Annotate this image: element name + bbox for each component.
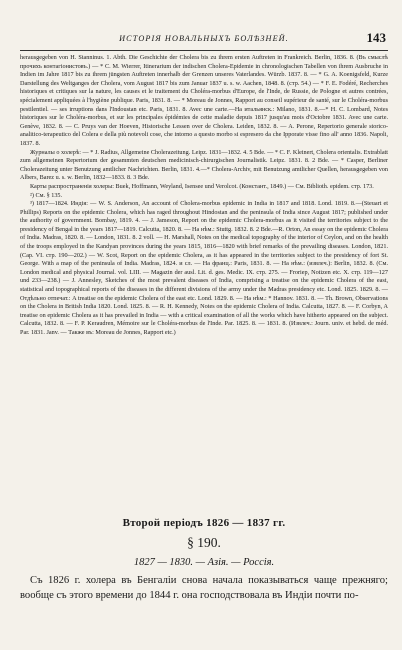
section-title: Второй періодъ 1826 — 1837 гг. [122, 517, 286, 529]
footnote-paragraph: Журналы о холерѣ: — * J. Radius, Allgemeine Cholerazeitung. Leipz. 1831—1832. 4. 5 Bde. — * C. F. Kleinert, Cholera orientalis. Extrablatt zum allgemeinen Repertorium der gesammten deutschen medicinisch-chirurgischen Journalistik. Leipz. 1831. 8. 2 Bde. — * Casper, Berliner Cholerazeitung unter Benutzung amtlicher Nachrichten. Berlin, 1831. 4.—* Cholera-Archiv, mit Benutzung amtlicher Quellen, herausgegeben von Albers, Barez u. s. w. Berlin, 1832—1833. 8. 3 Bde. [20, 148, 388, 182]
section-subtitle: 1827 — 1830. — Азія. — Россія. [133, 557, 275, 568]
body-paragraph: Съ 1826 г. холера въ Бенгаліи снова начала показываться чаще прежняго; вообще съ этого времени до 1844 г. она господствовала въ Индіи почти по- [20, 575, 388, 601]
page-header [20, 30, 388, 51]
page-number: 143 [366, 30, 386, 45]
footnote-paragraph: ²) См. § 135. [30, 191, 63, 199]
footnotes-block [20, 54, 388, 338]
body-text [20, 574, 388, 603]
footnote-paragraph: ³) 1817—1824. Индія: — W. S. Anderson, An account of Cholera-morbus epidemic in India in 1817 and 1818. Lond. 1819. 8.—(Steuart et Phillips) Reports on the epidemic Cholera, which has raged throughout Hindostan and the peninsula of India since August 1817; published under the authority of government. Bombay, 1819. 4. — J. Jameson, Report on the epidemic Cholera-morbus as it visited the territories subject to the presidency of Bengal in the years 1817—1819. Calcutta, 1820. 8. — На нѣм.: Stuttg. 1832. 8. 2 Bde.—R. Orton, An essay on the epidemic Cholera of India. Madras, 1820. 8. — London, 1831. 8. 2 voll. — H. Marshall, Notes on the medical topography of the interior of Ceylon, and on the health of the troops employed in the Kandyan provinces during the years 1815, 1816—1820 with brief remarks of the prevailing diseases. London, 1821. (Cap. VI. стр. 190—202.) — W. Scot, Report on the epidemic Cholera, as it has appeared in the territories subject to the presidency of fort St. George. With a map of the peninsula of India. Madras, 1824. и сл. — На франц.: Paris, 1831. 8. — На нѣм.: (извлеч.): Berlin, 1832. 8. (См. London medical and physical Journal. vol. LIII. — Magazin der ausl. Lit. d. ges. Medic. IX. стр. 275. — Froriep, Notizen etc. X. стр. 119—127 und 233—238.) — J. Annesley, Sketches of the most prevalent diseases of India, comprising a treatise on the epidemic Cholera of the east, statistical and topographical reports of the diseases in the different divisions of the army under the Madras presidency etc. Lond. 1825. 1829. 8. — Отдѣльно отпечат.: A treatise on the epidemic Cholera of the east etc. Lond. 1829. 8. — На нѣм.: * Hannov. 1831. 8. — Th. Brown, Observations on the Cholera in British India 1820. Lond. 1825. 8. — R. H. Kennedy, Notes on the epidemic Cholera of India. Calcutta, 1827. 8. — F. Corbyn, A treatise on epidemic Cholera as it has prevailed in India — with a critical examination of all the works which have hitherto appeared on the subject. Calcutta, 1832. 8. — F. P. Keraudren, Mémoire sur le Choléra-morbus de l'Inde. Par. 1825. 8. — 1831. 8. (Извлеч.: Journ. univ. et hebd. de méd. Par. 1831. Janv. — Также въ: Moreau de Jonnes, Rapport etc.) [20, 200, 388, 336]
running-head: ИСТОРІЯ НОВАЛЬНЫХЪ БОЛѢЗНЕЙ. [119, 34, 289, 43]
footnote-paragraph: Карты распространенія холеры: Buek, Hoffmann, Weyland, Isensee und Verolcot. (Констант., 1849.) — См. Bibliоth. epidem. стр. 173. [30, 182, 374, 190]
paragraph-number: § 190. [187, 535, 221, 550]
footnote-paragraph: herausgegeben von H. Stanninus. 1. Abth. Die Geschichte der Cholera bis zu ihrem ersten Auftreten in Frankreich. Berlin, 1836. 8. (Въ смыслѣ прочихъ контагіонистовъ.) — * C. M. Wierrer, Itinerarium der indischen Cholera-Epidemie in chronologischen Tabellen von ihrem Ausbruche in Indien im Jahre 1817 bis zu ihrem jüngsten Auftreten innerhalb der Grenzen unseres Vaterlandes. Würzb. 1837. 8. — * G. A. Koenigsfeld, Kurze Darstellung des Weltganges der Cholera, vom August 1817 bis zum Januar 1837 u. s. w. Aachen, 1848. 8. (стр. 54.) — * F. E. Fodéré, Recherches historiques et critiques sur la nature, les causes et le traitement du Choléra-morbus d'Europe, de l'Inde, de Russie, de Pologne et autres contrées, spécialement appliquées à l'hygiène publique. Paris, 1831. 8. — * Moreau de Jonnes, Rapport au conseil supérieur de santé, sur le Choléra-morbus pestilentiel. — ses irruptions dans l'Indoustan etc. Paris, 1831. 8. Avec une carte.—На итальянск.: Milano, 1831. 8.—* H. C. Lombard, Notes historiques sur le Choléra-morbus, et sur les principales épidémies de cette maladie depuis 1817 jusqu'au mois d'Octobre 1831. Avec une carte. Genève, 1832. 8. — C. Pruys van der Hoeven, Historische Lessen over de Cholera. Leiden, 1832. 8. — A. Perone, Repertorio generale storico-analitico-terapeutico del Colera e della più notevoli cose, che intorno a questo morbo si espresero da che Ipporate visse fino all' anno 1836. Napoli, 1837. 8. [20, 54, 388, 147]
